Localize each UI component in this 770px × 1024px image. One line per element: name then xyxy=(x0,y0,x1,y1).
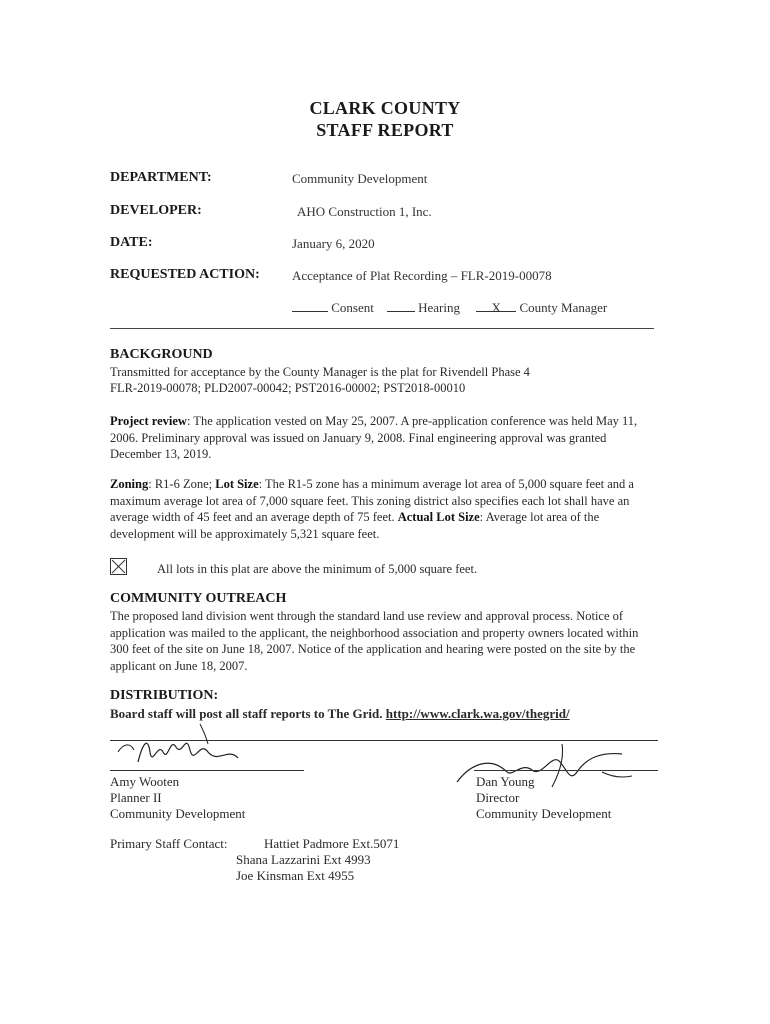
left-signature-scribble xyxy=(108,722,268,782)
lot-size-text: : The R1-5 zone has a minimum average lot area of 5,000 square feet and a maximum average lot area of 7,000 square feet. This zoning district also specifies each lot shall have an average width of 45 feet and an average depth of 75 feet. xyxy=(110,477,634,524)
zoning-value: : R1-6 Zone; xyxy=(148,477,216,491)
distribution-heading: DISTRIBUTION: xyxy=(110,688,219,703)
consent-blank xyxy=(292,300,328,312)
community-outreach-heading: COMMUNITY OUTREACH xyxy=(110,591,287,606)
right-signer-title: Director xyxy=(476,790,520,805)
lot-size-label: Lot Size xyxy=(215,477,259,491)
header-divider xyxy=(110,328,654,329)
checkbox-statement: All lots in this plat are above the minimum of 5,000 square feet. xyxy=(157,562,478,576)
county-manager-label: County Manager xyxy=(519,300,608,315)
background-line2: FLR-2019-00078; PLD2007-00042; PST2016-00002; PST2018-00010 xyxy=(110,381,466,395)
developer-value: AHO Construction 1, Inc. xyxy=(297,204,432,219)
lots-compliance-checkbox[interactable] xyxy=(110,558,127,575)
left-signer-name: Amy Wooten xyxy=(110,774,180,789)
department-value: Community Development xyxy=(292,171,428,186)
right-signer-name: Dan Young xyxy=(476,774,535,789)
date-value: January 6, 2020 xyxy=(292,236,375,251)
report-title-line1: CLARK COUNTY xyxy=(309,98,461,118)
background-line1: Transmitted for acceptance by the County Manager is the plat for Rivendell Phase 4 xyxy=(110,365,530,379)
developer-label: DEVELOPER: xyxy=(110,203,202,218)
department-label: DEPARTMENT: xyxy=(110,170,212,185)
left-signer-title: Planner II xyxy=(110,790,162,805)
county-manager-mark: X xyxy=(476,300,516,312)
consent-label: Consent xyxy=(331,300,374,315)
project-review-label: Project review xyxy=(110,414,187,428)
hearing-label: Hearing xyxy=(418,300,460,315)
zoning-paragraph xyxy=(110,476,658,542)
thegrid-link[interactable]: http://www.clark.wa.gov/thegrid/ xyxy=(385,706,570,721)
right-signer-dept: Community Development xyxy=(476,806,612,821)
contact-2: Shana Lazzarini Ext 4993 xyxy=(236,852,371,867)
contact-1: Hattiet Padmore Ext.5071 xyxy=(264,836,400,851)
background-heading: BACKGROUND xyxy=(110,347,213,362)
checkbox-x-icon xyxy=(111,559,126,574)
requested-action-label: REQUESTED ACTION: xyxy=(110,267,260,282)
date-label: DATE: xyxy=(110,235,153,250)
project-review-text: : The application vested on May 25, 2007. A pre-application conference was held May 11, 2006. Preliminary approval was issued on January 9, 2008. Final engineering approval was granted December 13, 2019. xyxy=(110,414,638,461)
actual-lot-size-label: Actual Lot Size xyxy=(397,510,480,524)
right-signature-line xyxy=(474,770,658,771)
left-signer-dept: Community Development xyxy=(110,806,246,821)
distribution-paragraph xyxy=(110,706,658,723)
requested-action-value: Acceptance of Plat Recording – FLR-2019-00078 xyxy=(292,268,552,283)
zoning-label: Zoning xyxy=(110,477,149,491)
actual-lot-size-text: : Average lot area of the development will be approximately 5,321 square feet. xyxy=(110,510,600,541)
distribution-text: Board staff will post all staff reports to The Grid. xyxy=(110,706,386,721)
left-signature-line xyxy=(110,770,304,771)
project-review-paragraph xyxy=(110,413,658,463)
report-title-line2: STAFF REPORT xyxy=(316,120,454,140)
primary-contact-label: Primary Staff Contact: xyxy=(110,836,228,851)
action-options xyxy=(292,300,607,316)
hearing-blank xyxy=(387,300,415,312)
contact-3: Joe Kinsman Ext 4955 xyxy=(236,868,355,883)
community-outreach-text: The proposed land division went through the standard land use review and approval process. Notice of application was mailed to the applicant, the neighborhood association and property owners located within 300 feet of the site on June 18, 2007. Notice of the application and hearing were posted on the site by the applicant on June 18, 2007. xyxy=(110,609,639,673)
